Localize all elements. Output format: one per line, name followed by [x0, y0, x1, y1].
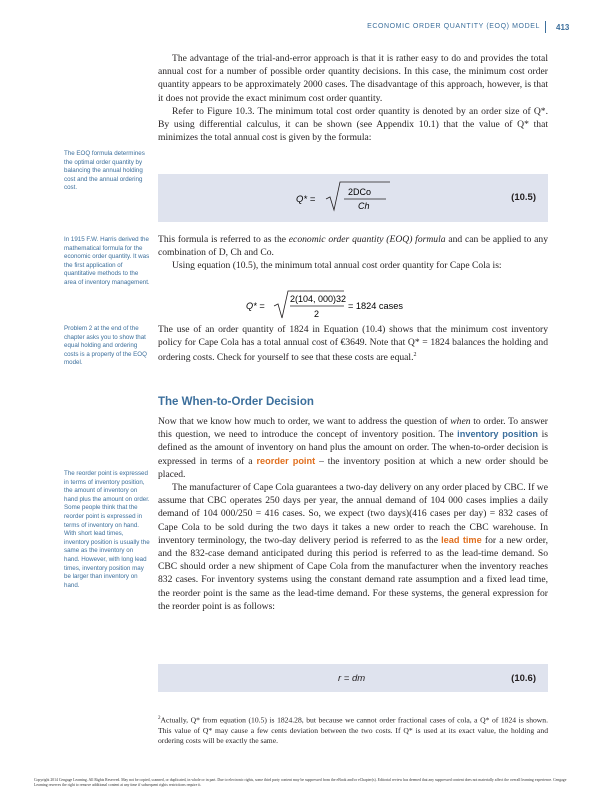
paragraph-eoq-formula — [158, 233, 548, 259]
margin-note-text: The EOQ formula determines the optimal order quantity by balancing the annual holding cost and the annual ordering cost. — [64, 150, 145, 192]
eoq-calculation — [158, 287, 548, 327]
margin-note-problem-2 — [64, 325, 150, 368]
reorder-formula: r = dm — [338, 673, 366, 684]
body-text-when-to-order — [158, 415, 548, 613]
text-run: and can be applied to any combination of D, Ch and Co. — [158, 234, 548, 259]
body-text-top — [158, 52, 548, 144]
section-heading: The When-to-Order Decision — [158, 396, 314, 408]
text-run: This formula is referred to as the — [158, 234, 289, 245]
text-run: – the inventory position at which a new order should be placed. — [158, 455, 548, 480]
equation-box-eoq — [158, 174, 548, 222]
equation-box-reorder — [158, 664, 548, 692]
paragraph-trial-and-error: The advantage of the trial-and-error approach is that it is rather easy to do and provides the total annual cost for a number of possible order quantity decisions. In this case, the minimum cost order quantity appears to be approximately 2000 cases. The disadvantage of this approach, however, is that it does not provide the exact minimum cost order quantity. — [158, 53, 548, 104]
copyright-text: Copyright 2014 Cengage Learning. All Rights Reserved. May not be copied, scanned, or duplicated, in whole or in part. Due to electronic rights, some third party content may be suppressed from the eBook and/or eChapter(s). Editorial review has deemed that any suppressed content does not materially affect the overall learning experience. Cengage Learning reserves the right to remove additional content at any time if subsequent rights restrictions require it. — [34, 778, 567, 787]
footnote-number: 2 — [158, 716, 161, 721]
equation-number-10-6: (10.6) — [511, 673, 536, 684]
margin-note-eoq — [64, 150, 150, 193]
text-run: is defined as the amount of inventory on hand plus the amount on order. The when-to-order decision is expressed in terms of a — [158, 429, 548, 467]
keyword-lead-time: lead time — [441, 534, 482, 545]
copyright-notice — [34, 778, 574, 788]
eoq-numerator: 2DCo — [348, 187, 372, 197]
text-run: The use of an order quantity of 1824 in Equation (10.4) shows that the minimum cost inventory policy for Cape Cola has a total annual cost of €3649. Note that Q* = 1824 balances the holding and ordering costs. Check for yourself to see that these costs are equal. — [158, 324, 548, 364]
keyword-inventory-position: inventory position — [457, 429, 538, 440]
text-run: for a new order, and the 832-case demand anticipated during this period is referred to as the lead-time demand. So CBC should order a new shipment of Cape Cola from the manufacturer when the inventory reaches 832 cases. For inventory systems using the constant demand rate assumption and a fixed lead time, the reorder point is the same as the lead-time demand. For these systems, the general expression for the reorder point is as follows: — [158, 534, 549, 612]
margin-note-text: In 1915 F.W. Harris derived the mathematical formula for the economic order quantity. It was the first application of quantitative methods to the area of inventory management. — [64, 236, 150, 286]
margin-note-reorder-point — [64, 470, 150, 590]
paragraph-using-equation: Using equation (10.5), the minimum total annual cost order quantity for Cape Cola is: — [172, 260, 502, 272]
eoq-lhs: Q* = — [296, 194, 316, 205]
margin-note-text: The reorder point is expressed in terms of inventory position, the amount of inventory on hand plus the amount on order. Some people think that the reorder point is expressed in terms of inventory on hand. With short lead times, inventory position is usually the same as the inventory on hand. However, with long lead times, inventory position may be larger than inventory on hand. — [64, 470, 150, 589]
text-run: Actually, Q* from equation (10.5) is 1824.28, but because we cannot order fractional cases of cola, a Q* of 1824 is shown. This value of Q* may cause a few cents deviation between the two costs. If Q* is used at its exact value, the holding and ordering costs will be exactly the same. — [158, 715, 548, 745]
calc-denominator: 2 — [314, 309, 320, 319]
chapter-title: ECONOMIC ORDER QUANTITY (EOQ) MODEL — [367, 23, 540, 30]
footnote — [158, 714, 548, 746]
text-run: to order. To answer this question, we need to introduce the concept of inventory position. The — [158, 416, 548, 441]
body-text-eoq — [158, 233, 548, 273]
keyword-reorder-point: reorder point — [256, 455, 316, 466]
when-term: when — [450, 416, 471, 427]
text-run: The manufacturer of Cape Cola guarantees a two-day delivery on any order placed by CBC. If we assume that CBC operates 250 days per year, the annual demand of 104 000 cases implies a daily demand of 104 000/250 = 416 cases. So, we expect (two days)(416 cases per day) = 832 cases of Cape Cola to be sold during the two days it takes a new order to reach the CBC warehouse. In inventory terminology, the two-day delivery period is referred to as the — [158, 482, 548, 546]
calc-rhs: = 1824 cases — [348, 301, 403, 311]
paragraph-lead-time — [158, 481, 548, 613]
equation-number-10-5: (10.5) — [511, 192, 536, 203]
body-text-policy — [158, 323, 548, 365]
page-number: 413 — [556, 23, 570, 32]
header-divider — [545, 21, 546, 33]
calc-lhs: Q* = — [246, 301, 265, 311]
paragraph-refer-figure: Refer to Figure 10.3. The minimum total cost order quantity is denoted by an order size of Q*. By using differential calculus, it can be shown (see Appendix 10.1) that the value of Q* that minimizes the total annual cost is given by the formula: — [158, 105, 548, 144]
running-header — [0, 20, 600, 36]
eoq-term: economic order quantity (EOQ) formula — [288, 234, 446, 245]
footnote-text — [158, 714, 548, 746]
paragraph-when-to-order — [158, 415, 548, 481]
footnote-marker: 2 — [413, 352, 417, 359]
eoq-formula — [158, 174, 548, 222]
calc-numerator: 2(104, 000)32 — [290, 294, 347, 304]
text-run: Now that we know how much to order, we want to address the question of — [158, 416, 451, 427]
margin-note-harris — [64, 236, 150, 288]
paragraph-minimum-cost-policy — [158, 323, 548, 365]
margin-note-text: Problem 2 at the end of the chapter asks you to show that equal holding and ordering costs is a property of the EOQ model. — [64, 325, 147, 367]
eoq-denominator: Ch — [358, 201, 370, 211]
